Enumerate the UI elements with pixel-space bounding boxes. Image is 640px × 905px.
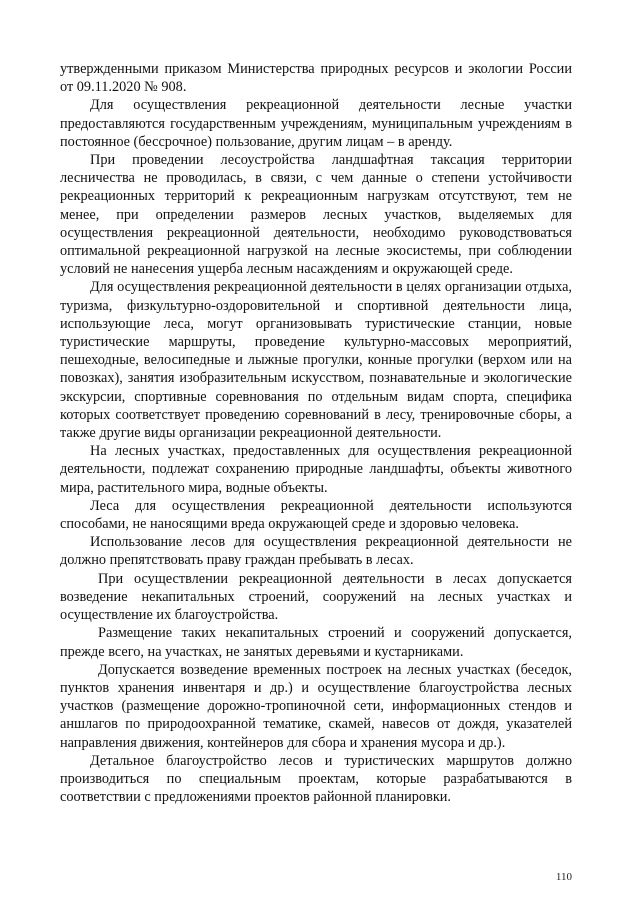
paragraph-4: Для осуществления рекреационной деятельности в целях организации отдыха, туризма, физкультурно-оздоровительной и спортивной деятельности лица, использующие леса, могут организовывать туристические станции, новые туристические маршруты, проведение культурно-массовых мероприятий, пешеходные, велосипедные и лыжные прогулки, конные прогулки (верхом или на повозках), занятия изобразительным искусством, познавательные и экологические экскурсии, спортивные соревнования по отдельным видам спорта, специфика которых соответствует проведению соревнований в лесу, тренировочные сборы, а также другие виды организации рекреационной деятельности. [60,279,572,442]
paragraph-6: Леса для осуществления рекреационной деятельности используются способами, не наносящими вреда окружающей среде и здоровью человека. [60,497,572,533]
paragraph-3: При проведении лесоустройства ландшафтная таксация территории лесничества не проводилась, в связи, с чем данные о степени устойчивости рекреационных территорий к рекреационным нагрузкам отсутствуют, тем не менее, при определении размеров лесных участков, выделяемых для осуществления рекреационной деятельности, необходимо руководствоваться оптимальной рекреационной нагрузкой на лесные экосистемы, при соблюдении условий не нанесения ущерба лесным насаждениям и окружающей среде. [60,152,572,278]
paragraph-10: Допускается возведение временных построек на лесных участках (беседок, пунктов хранения инвентаря и др.) и осуществление благоустройства лесных участков (размещение дорожно-тропиночной сети, информационных стендов и аншлагов по природоохранной тематике, скамей, навесов от дождя, указателей направления движения, контейнеров для сбора и хранения мусора и др.). [60,661,572,751]
paragraph-8: При осуществлении рекреационной деятельности в лесах допускается возведение некапитальных строений, сооружений на лесных участках и осуществление их благоустройства. [60,570,572,624]
paragraph-9: Размещение таких некапитальных строений и сооружений допускается, прежде всего, на участках, не занятых деревьями и кустарниками. [60,625,572,660]
paragraph-5: На лесных участках, предоставленных для осуществления рекреационной деятельности, подлежат сохранению природные ландшафты, объекты животного мира, растительного мира, водные объекты. [60,443,572,496]
paragraph-1: утвержденными приказом Министерства природных ресурсов и экологии России от 09.11.2020 № 908. [60,61,572,96]
paragraph-7: Использование лесов для осуществления рекреационной деятельности не должно препятствовать праву граждан пребывать в лесах. [60,534,572,569]
page-number: 110 [555,871,572,883]
paragraph-2: Для осуществления рекреационной деятельности лесные участки предоставляются государственным учреждениям, муниципальным учреждениям в постоянное (бессрочное) пользование, другим лицам – в аренду. [60,97,572,150]
body-text [60,60,572,806]
paragraph-11: Детальное благоустройство лесов и туристических маршрутов должно производиться по специальным проектам, которые разрабатываются в соответствии с предложениями проектов районной планировки. [60,752,572,806]
